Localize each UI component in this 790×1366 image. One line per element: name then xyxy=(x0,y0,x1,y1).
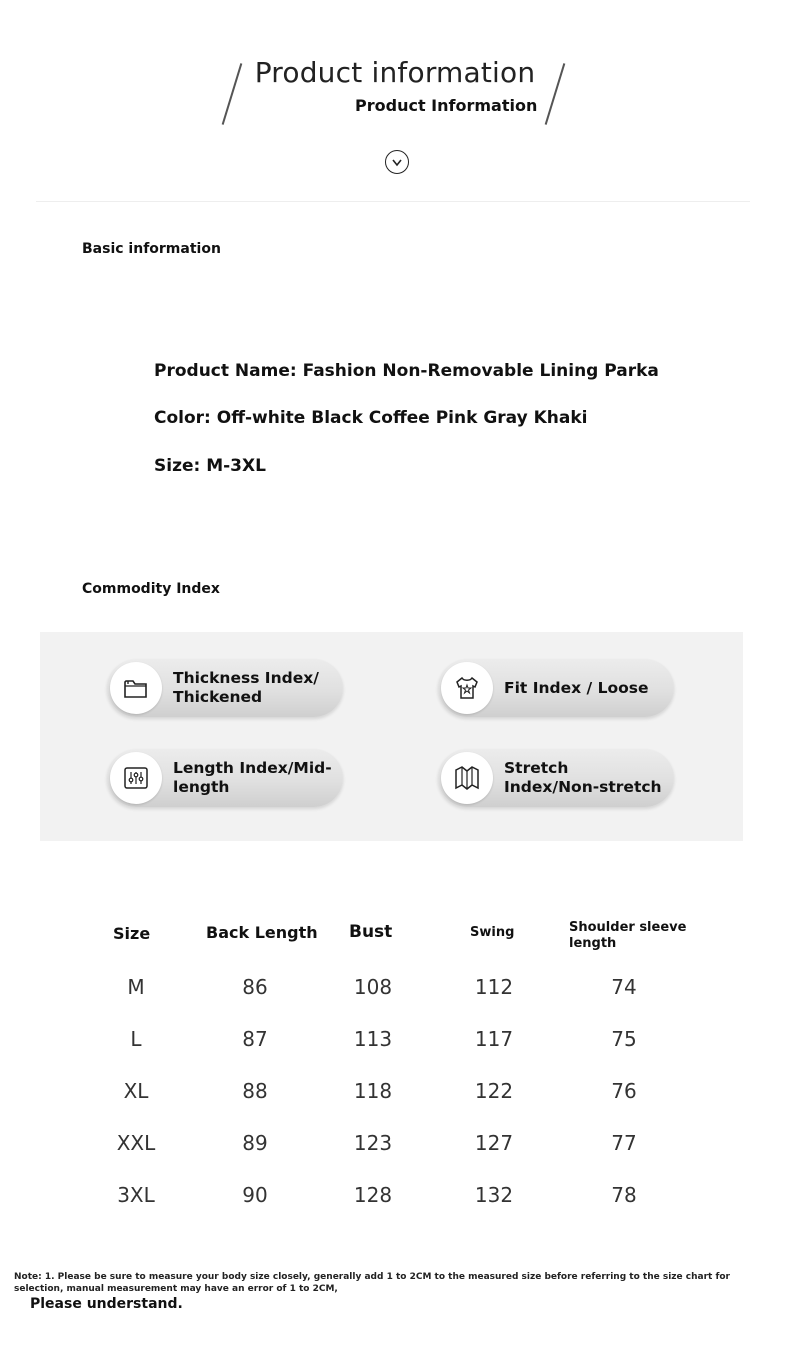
sliders-icon xyxy=(122,764,150,792)
fit-index-pill xyxy=(438,659,674,717)
chevron-down-circle-icon xyxy=(385,150,409,174)
note-closing: Please understand. xyxy=(30,1296,183,1312)
table-cell: 88 xyxy=(242,1079,268,1103)
table-cell: 89 xyxy=(242,1131,268,1155)
table-cell: 112 xyxy=(474,975,514,999)
measurement-note: Note: 1. Please be sure to measure your body size closely, generally add 1 to 2CM to the measured size before referring to the size chart for selection, manual measurement may have an error of 1 to 2CM, xyxy=(14,1272,730,1294)
table-cell: 78 xyxy=(611,1183,637,1207)
table-cell: XXL xyxy=(116,1131,156,1155)
table-cell: M xyxy=(127,975,145,999)
folder-icon xyxy=(122,674,150,702)
thickness-index-label: Thickness Index/ Thickened xyxy=(173,669,319,706)
table-cell: XL xyxy=(123,1079,149,1103)
table-cell: L xyxy=(130,1027,142,1051)
tshirt-icon xyxy=(453,674,481,702)
table-cell: 87 xyxy=(242,1027,268,1051)
header-bust: Bust xyxy=(349,922,393,942)
header-size: Size xyxy=(113,924,151,943)
product-color: Color: Off-white Black Coffee Pink Gray Khaki xyxy=(154,408,588,428)
basic-info-heading: Basic information xyxy=(82,241,221,257)
header-back-length: Back Length xyxy=(206,923,318,942)
fit-index-label: Fit Index / Loose xyxy=(504,678,649,697)
page-subtitle: Product Information xyxy=(355,96,538,115)
table-cell: 77 xyxy=(611,1131,637,1155)
stretch-index-pill xyxy=(438,749,674,807)
page-title: Product information xyxy=(254,56,536,89)
table-cell: 3XL xyxy=(117,1183,155,1207)
length-index-label: Length Index/Mid-length xyxy=(173,759,332,796)
table-cell: 127 xyxy=(474,1131,514,1155)
commodity-index-heading: Commodity Index xyxy=(82,581,220,597)
table-cell: 132 xyxy=(474,1183,514,1207)
table-cell: 118 xyxy=(353,1079,393,1103)
table-cell: 123 xyxy=(353,1131,393,1155)
table-cell: 113 xyxy=(353,1027,393,1051)
length-index-pill xyxy=(107,749,343,807)
table-cell: 122 xyxy=(474,1079,514,1103)
table-cell: 117 xyxy=(474,1027,514,1051)
map-fold-icon xyxy=(453,764,481,792)
header-swing: Swing xyxy=(470,925,515,940)
product-name: Product Name: Fashion Non-Removable Lining Parka xyxy=(154,361,659,381)
header-shoulder-sleeve-length: Shoulder sleeve length xyxy=(569,920,687,951)
product-size: Size: M-3XL xyxy=(154,456,266,476)
table-cell: 108 xyxy=(353,975,393,999)
table-cell: 76 xyxy=(611,1079,637,1103)
table-cell: 90 xyxy=(242,1183,268,1207)
divider xyxy=(36,201,750,202)
table-cell: 128 xyxy=(353,1183,393,1207)
table-cell: 86 xyxy=(242,975,268,999)
table-cell: 75 xyxy=(611,1027,637,1051)
stretch-index-label: Stretch Index/Non-stretch xyxy=(504,759,662,796)
thickness-index-pill xyxy=(107,659,343,717)
commodity-index-panel xyxy=(40,632,743,841)
table-cell: 74 xyxy=(611,975,637,999)
